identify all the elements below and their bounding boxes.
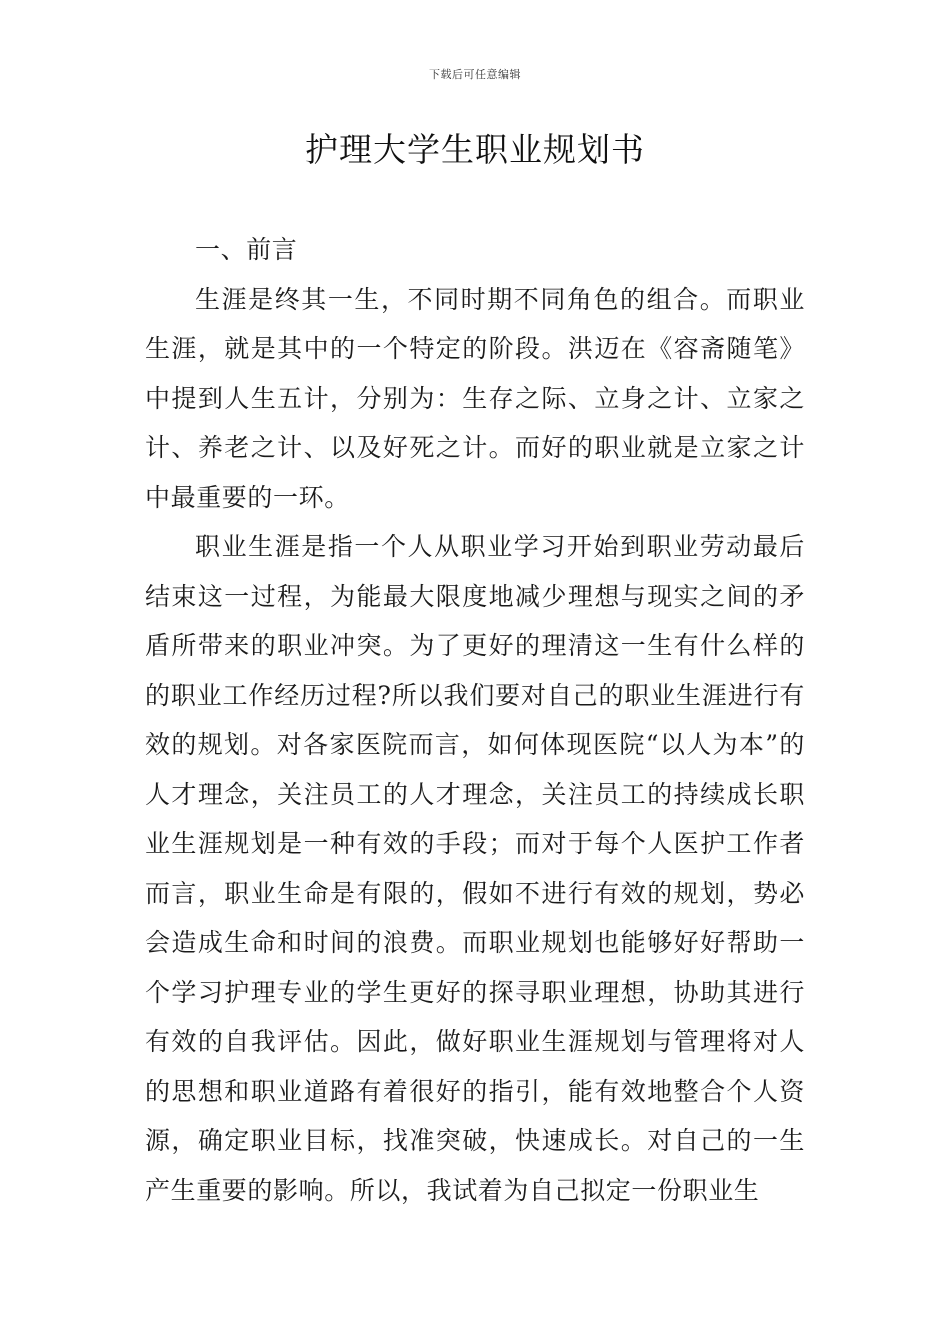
document-title: 护理大学生职业规划书 xyxy=(305,130,645,169)
page-header-note: 下载后可任意编辑 xyxy=(429,68,521,81)
document-body xyxy=(145,225,805,1215)
section-heading: 一、前言 xyxy=(195,235,298,264)
paragraph-career-definition: 职业生涯是指一个人从职业学习开始到职业劳动最后结束这一过程，为能最大限度地减少理想与现实之间的矛盾所带来的职业冲突。为了更好的理清这一生有什么样的的职业工作经历过程?所以我们要对自己的职业生涯进行有效的规划。对各家医院而言，如何体现医院“以人为本”的人才理念，关注员工的人才理念，关注员工的持续成长职业生涯规划是一种有效的手段；而对于每个人医护工作者而言，职业生命是有限的，假如不进行有效的规划，势必会造成生命和时间的浪费。而职业规划也能够好好帮助一个学习护理专业的学生更好的探寻职业理想，协助其进行有效的自我评估。因此，做好职业生涯规划与管理将对人的思想和职业道路有着很好的指引，能有效地整合个人资源，确定职业目标，找准突破，快速成长。对自己的一生产生重要的影响。所以，我试着为自己拟定一份职业生 xyxy=(145,532,805,1205)
paragraph-intro: 生涯是终其一生，不同时期不同角色的组合。而职业生涯，就是其中的一个特定的阶段。洪迈在《容斋随笔》中提到人生五计，分别为：生存之际、立身之计、立家之计、养老之计、以及好死之计。而好的职业就是立家之计中最重要的一环。 xyxy=(145,284,805,512)
